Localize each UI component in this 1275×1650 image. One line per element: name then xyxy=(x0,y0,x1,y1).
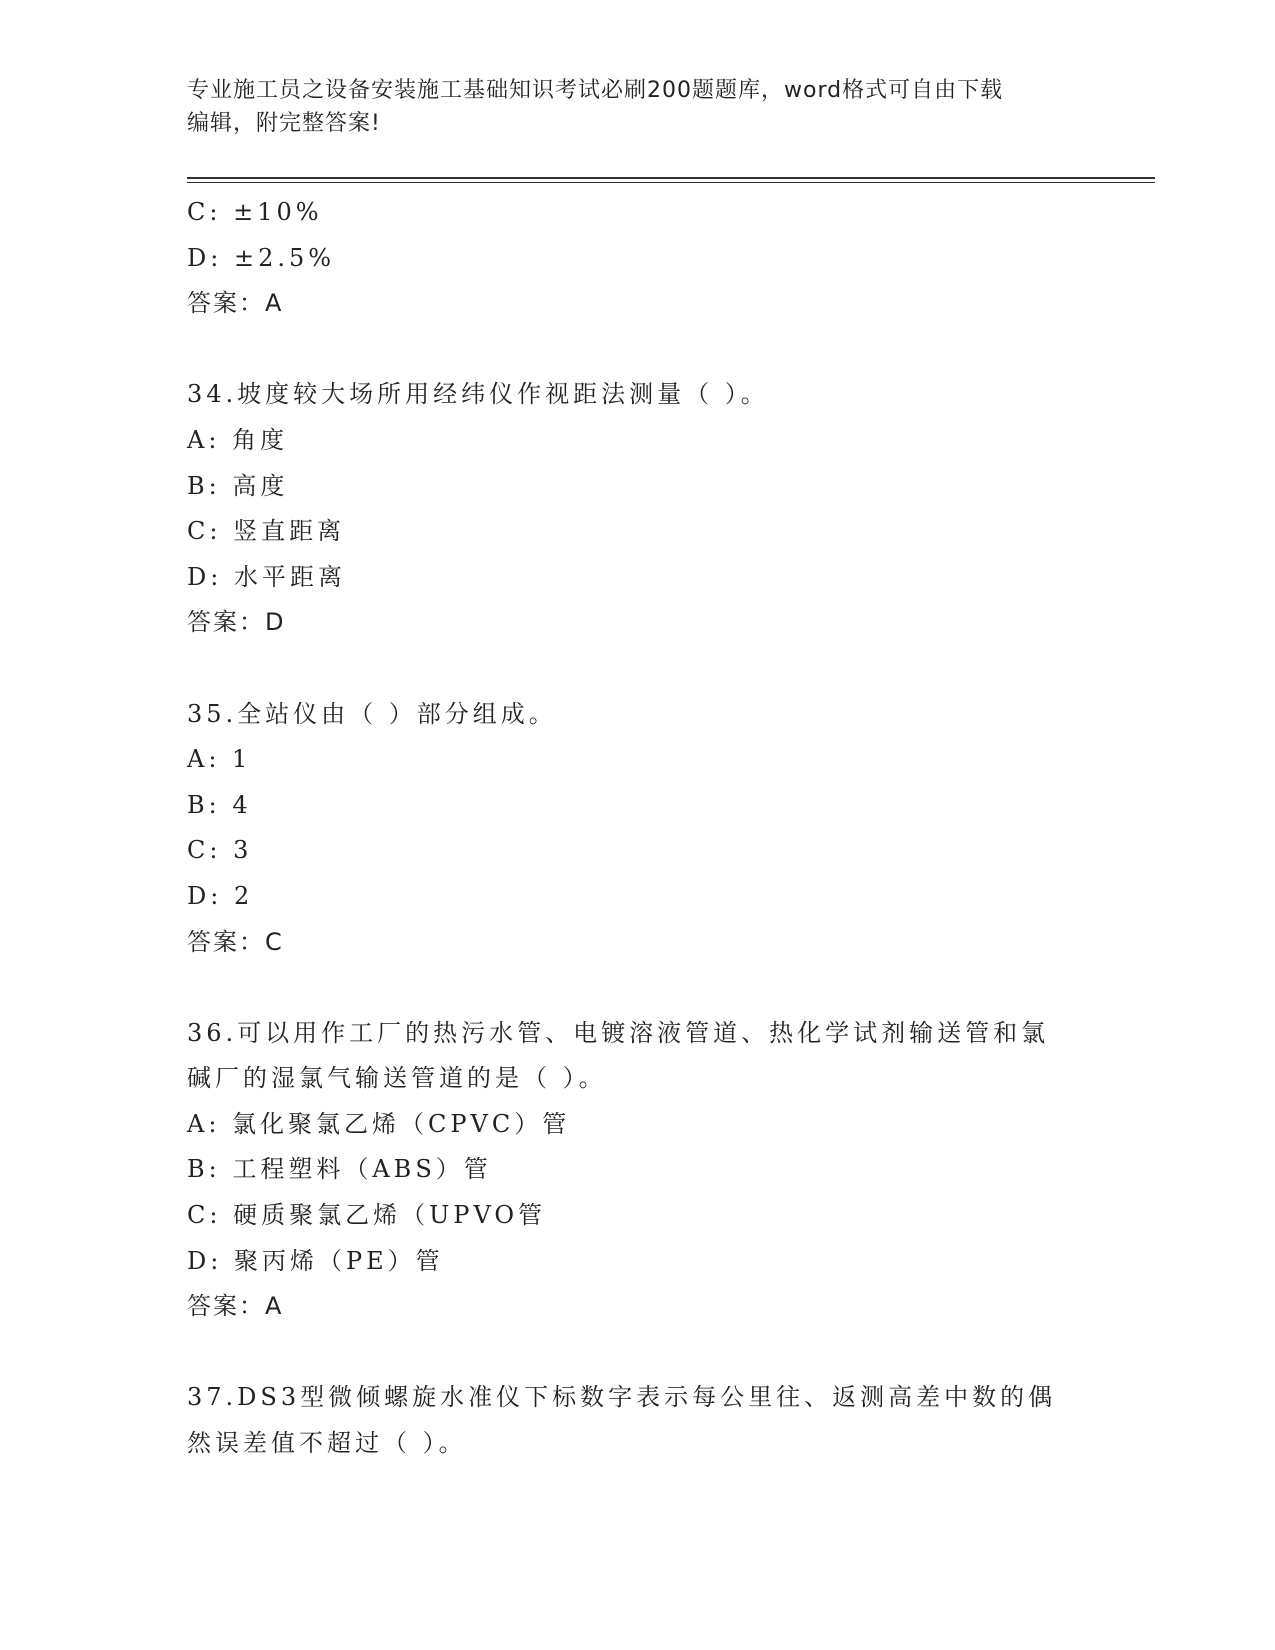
option-b: B: 高度 xyxy=(187,471,289,500)
question-36 xyxy=(187,1011,1087,1330)
header-line-2: 编辑，附完整答案! xyxy=(187,111,381,136)
option-d: D: 水平距离 xyxy=(187,562,346,591)
answer-line: 答案：D xyxy=(187,608,286,637)
answer-line: 答案：C xyxy=(187,927,284,956)
option-d: D: 2 xyxy=(187,881,254,910)
option-b: B: 工程塑料（ABS）管 xyxy=(187,1155,492,1184)
answer-line: 答案：A xyxy=(187,289,284,318)
question-33 xyxy=(187,190,1087,327)
answer-line: 答案：A xyxy=(187,1292,284,1321)
header-divider-thick xyxy=(187,177,1155,179)
option-c: C: 硬质聚氯乙烯（UPVO管 xyxy=(187,1201,547,1230)
spacer xyxy=(187,327,1087,373)
question-stem: 35.全站仪由（ ）部分组成。 xyxy=(187,699,557,728)
document-header xyxy=(187,74,1087,140)
question-stem-line-1: 36.可以用作工厂的热污水管、电镀溶液管道、热化学试剂输送管和氯 xyxy=(187,1018,1050,1047)
question-35 xyxy=(187,692,1087,966)
question-34 xyxy=(187,372,1087,646)
option-c: C: 3 xyxy=(187,836,253,865)
option-a: A: 1 xyxy=(187,745,252,774)
question-list xyxy=(187,190,1087,1467)
option-b: B: 4 xyxy=(187,790,252,819)
spacer xyxy=(187,965,1087,1011)
spacer xyxy=(187,646,1087,692)
option-a: A: 氯化聚氯乙烯（CPVC）管 xyxy=(187,1109,571,1138)
question-stem: 34.坡度较大场所用经纬仪作视距法测量（ ）。 xyxy=(187,380,769,409)
question-stem-line-1: 37.DS3型微倾螺旋水准仪下标数字表示每公里往、返测高差中数的偶 xyxy=(187,1383,1057,1412)
option-c: C: 竖直距离 xyxy=(187,517,346,546)
option-a: A: 角度 xyxy=(187,425,289,454)
spacer xyxy=(187,1330,1087,1376)
question-37 xyxy=(187,1375,1087,1466)
option-c: C: ±10% xyxy=(187,198,323,226)
header-divider-thin xyxy=(187,182,1155,183)
question-stem-line-2: 碱厂的湿氯气输送管道的是（ ）。 xyxy=(187,1064,607,1093)
header-line-1: 专业施工员之设备安装施工基础知识考试必刷200题题库，word格式可自由下载 xyxy=(187,78,1004,103)
option-d: D: 聚丙烯（PE）管 xyxy=(187,1246,444,1275)
option-d: D: ±2.5% xyxy=(187,243,336,272)
question-stem-line-2: 然误差值不超过（ ）。 xyxy=(187,1429,467,1458)
